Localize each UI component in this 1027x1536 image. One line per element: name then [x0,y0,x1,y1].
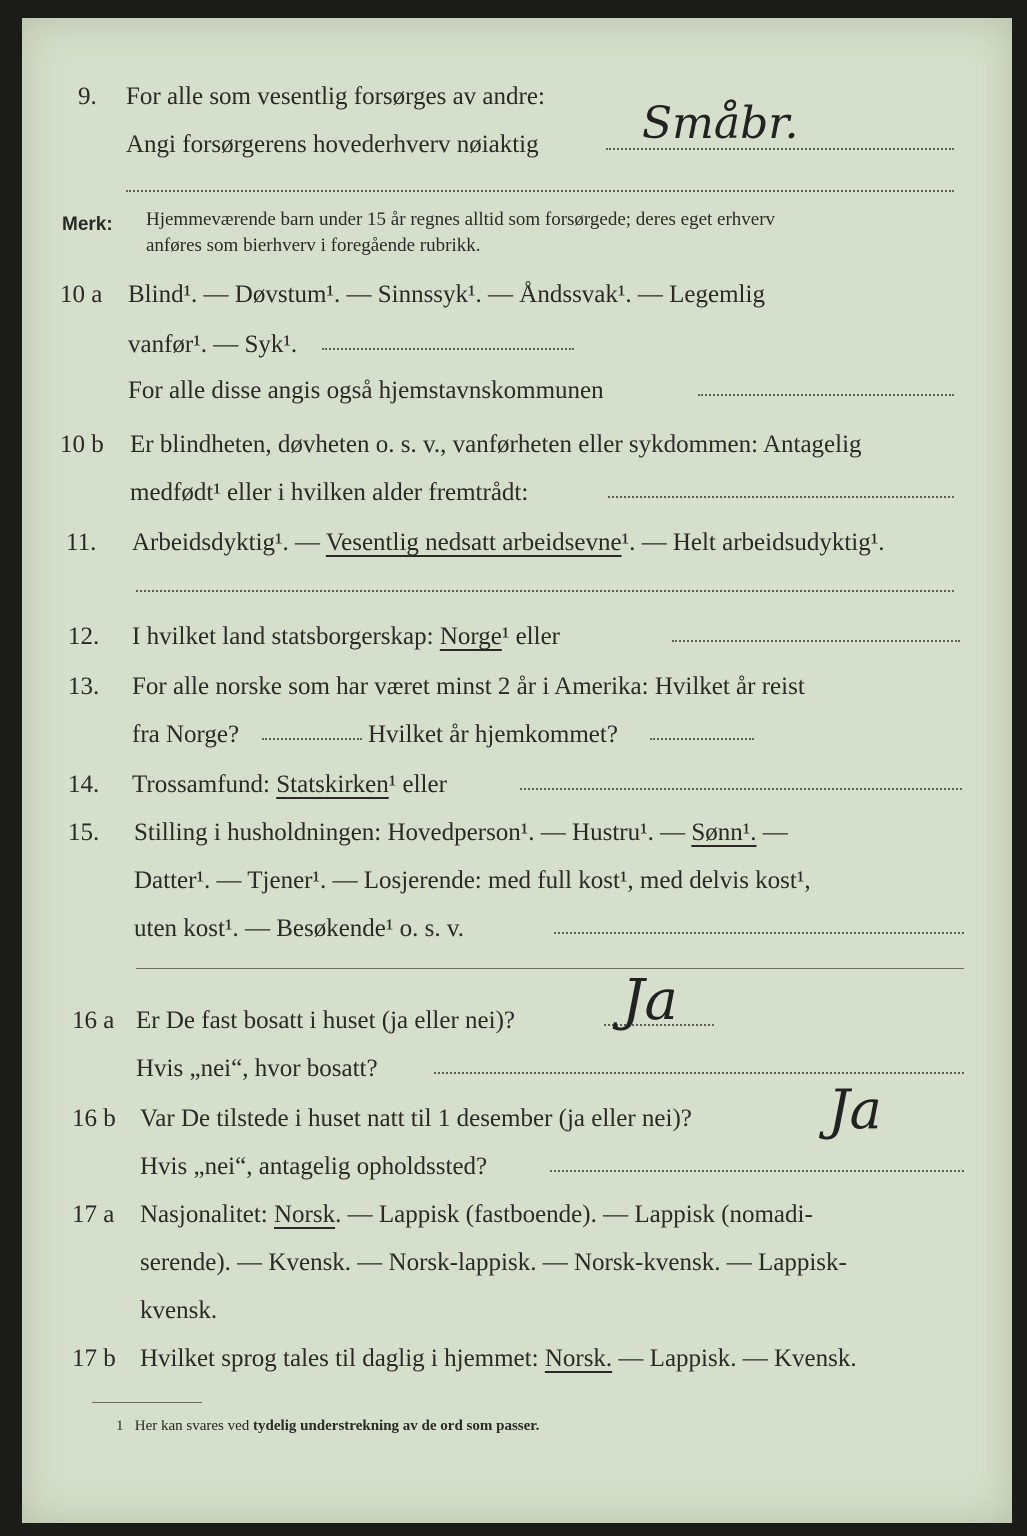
census-form-page [22,18,1012,1523]
q13-line2a: fra Norge? [132,721,240,748]
q10a-number: 10 a [60,281,103,308]
q13-line2b: Hvilket år hjemkommet? [368,721,618,748]
answer-line [520,788,962,790]
q11-number: 11. [66,529,97,556]
answer-line [136,590,954,592]
q12-number: 12. [68,623,100,650]
q9-number: 9. [78,83,97,110]
answer-line [550,1170,964,1172]
q16b-handwritten-answer: Ja [828,1078,882,1141]
merk-label: Merk: [62,214,113,235]
answer-line [698,394,954,396]
q14-number: 14. [68,771,100,798]
q17a-underlined-answer: Norsk [274,1201,336,1228]
q10b-number: 10 b [60,431,104,458]
q10a-line1: Blind¹. — Døvstum¹. — Sinnssyk¹. — Åndssvak¹. — Legemlig [128,281,765,308]
q16a-number: 16 a [72,1007,115,1034]
merk-line1: Hjemmeværende barn under 15 år regnes alltid som forsørgede; deres eget erhverv [146,209,776,230]
q10a-line3: For alle disse angis også hjemstavnskommunen [128,377,604,404]
q16a-line2: Hvis „nei“, hvor bosatt? [136,1055,378,1082]
q15-line1: Stilling i husholdningen: Hovedperson¹. — Hustru¹. — Sønn¹. — [134,819,788,846]
q9-handwritten-answer: Småbr. [642,98,799,149]
q17a-line2: serende). — Kvensk. — Norsk-lappisk. — Norsk-kvensk. — Lappisk- [140,1249,847,1276]
q15-underlined-answer: Sønn¹. [691,819,757,846]
q17a-line1: Nasjonalitet: Norsk. — Lappisk (fastboende). — Lappisk (nomadi- [140,1201,813,1228]
answer-line [262,738,362,740]
q15-line3: uten kost¹. — Besøkende¹ o. s. v. [134,915,465,942]
q16a-handwritten-answer: Ja [622,968,678,1033]
answer-line [608,496,954,498]
q15-line2: Datter¹. — Tjener¹. — Losjerende: med full kost¹, med delvis kost¹, [134,867,811,894]
q14-line: Trossamfund: Statskirken¹ eller [132,771,447,798]
q14-underlined-answer: Statskirken [276,771,389,798]
answer-line [554,932,964,934]
q17b-line: Hvilket sprog tales til daglig i hjemmet: Norsk. — Lappisk. — Kvensk. [140,1345,857,1372]
q17b-underlined-answer: Norsk. [544,1345,613,1372]
q10a-line2: vanfør¹. — Syk¹. [128,331,298,358]
q15-number: 15. [68,819,100,846]
q16b-line1: Var De tilstede i huset natt til 1 desember (ja eller nei)? [140,1105,692,1132]
q13-number: 13. [68,673,100,700]
q16b-line2: Hvis „nei“, antagelig opholdssted? [140,1153,488,1180]
q9-line2: Angi forsørgerens hovederhverv nøiaktig [126,131,539,158]
answer-line [672,640,960,642]
q11-underlined-answer: Vesentlig nedsatt arbeidsevne [325,529,622,556]
answer-line [322,348,574,350]
q17b-number: 17 b [72,1345,116,1372]
q16a-line1: Er De fast bosatt i huset (ja eller nei)? [136,1007,516,1034]
q17a-line3: kvensk. [140,1297,218,1324]
answer-line [126,190,954,192]
answer-line [650,738,754,740]
footnote: 1 Her kan svares ved tydelig understrekning av de ord som passer. [116,1418,540,1434]
q16b-number: 16 b [72,1105,116,1132]
q11-line: Arbeidsdyktig¹. — Vesentlig nedsatt arbeidsevne¹. — Helt arbeidsudyktig¹. [132,529,885,556]
q13-line1: For alle norske som har været minst 2 år i Amerika: Hvilket år reist [132,673,805,700]
q9-line1: For alle som vesentlig forsørges av andre: [126,83,545,110]
section-rule [136,968,964,969]
q12-line: I hvilket land statsborgerskap: Norge¹ eller [132,623,560,650]
q12-underlined-answer: Norge [439,623,502,650]
merk-line2: anføres som bierhverv i foregående rubrikk. [146,235,481,256]
q10b-line2: medfødt¹ eller i hvilken alder fremtrådt: [130,479,529,506]
q17a-number: 17 a [72,1201,115,1228]
answer-line [434,1072,964,1074]
q10b-line1: Er blindheten, døvheten o. s. v., vanførheten eller sykdommen: Antagelig [130,431,862,458]
footnote-rule [92,1402,202,1403]
